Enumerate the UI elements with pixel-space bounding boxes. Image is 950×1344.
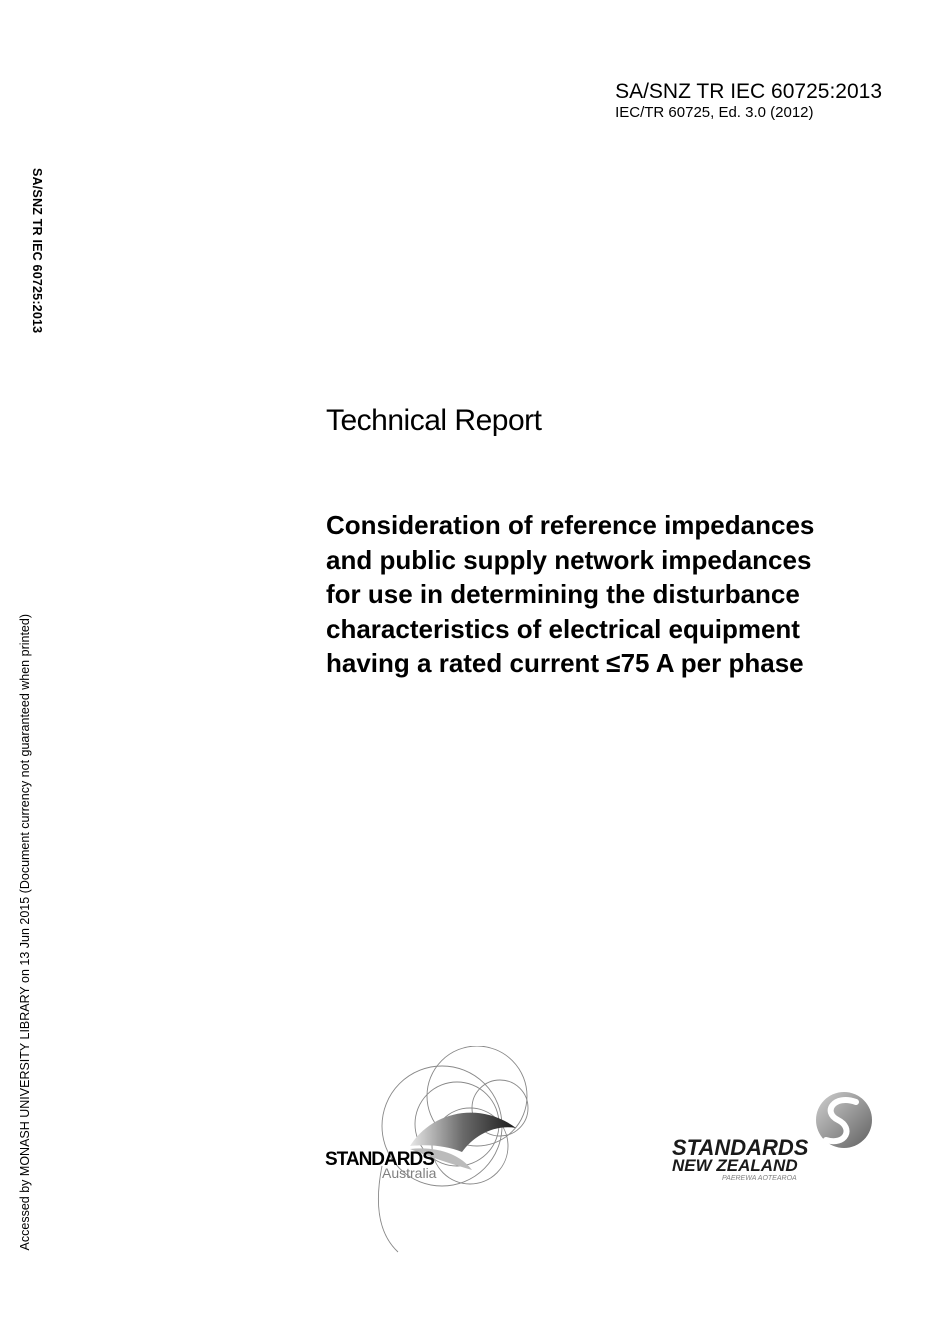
title-line: and public supply network impedances	[326, 544, 812, 575]
title-line: for use in determining the disturbance	[326, 579, 800, 609]
standards-nz-line2: NEW ZEALAND	[672, 1156, 798, 1175]
title-line: Consideration of reference impedances	[326, 510, 815, 540]
standards-nz-line1: STANDARDS	[672, 1135, 809, 1160]
document-identifier: SA/SNZ TR IEC 60725:2013	[615, 80, 882, 103]
access-note: Accessed by MONASH UNIVERSITY LIBRARY on 13 Jun 2015 (Document currency not guaranteed when printed)	[18, 613, 32, 1250]
title-line: characteristics of electrical equipment	[326, 613, 800, 644]
swoosh-shape-icon	[410, 1113, 516, 1152]
document-identifier-block	[615, 80, 882, 121]
standards-australia-line1: STANDARDS	[325, 1149, 434, 1170]
iec-reference: IEC/TR 60725, Ed. 3.0 (2012)	[615, 104, 814, 121]
standards-australia-line2: Australia	[382, 1165, 437, 1181]
standards-nz-line3: PAEREWA AOTEAROA	[722, 1175, 797, 1182]
document-title	[326, 508, 916, 681]
standards-new-zealand-logo	[668, 1090, 878, 1182]
spine-identifier: SA/SNZ TR IEC 60725:2013	[30, 168, 44, 334]
title-line: having a rated current ≤75 A per phase	[326, 648, 804, 678]
report-type: Technical Report	[326, 404, 542, 437]
standards-australia-logo	[322, 1046, 552, 1256]
